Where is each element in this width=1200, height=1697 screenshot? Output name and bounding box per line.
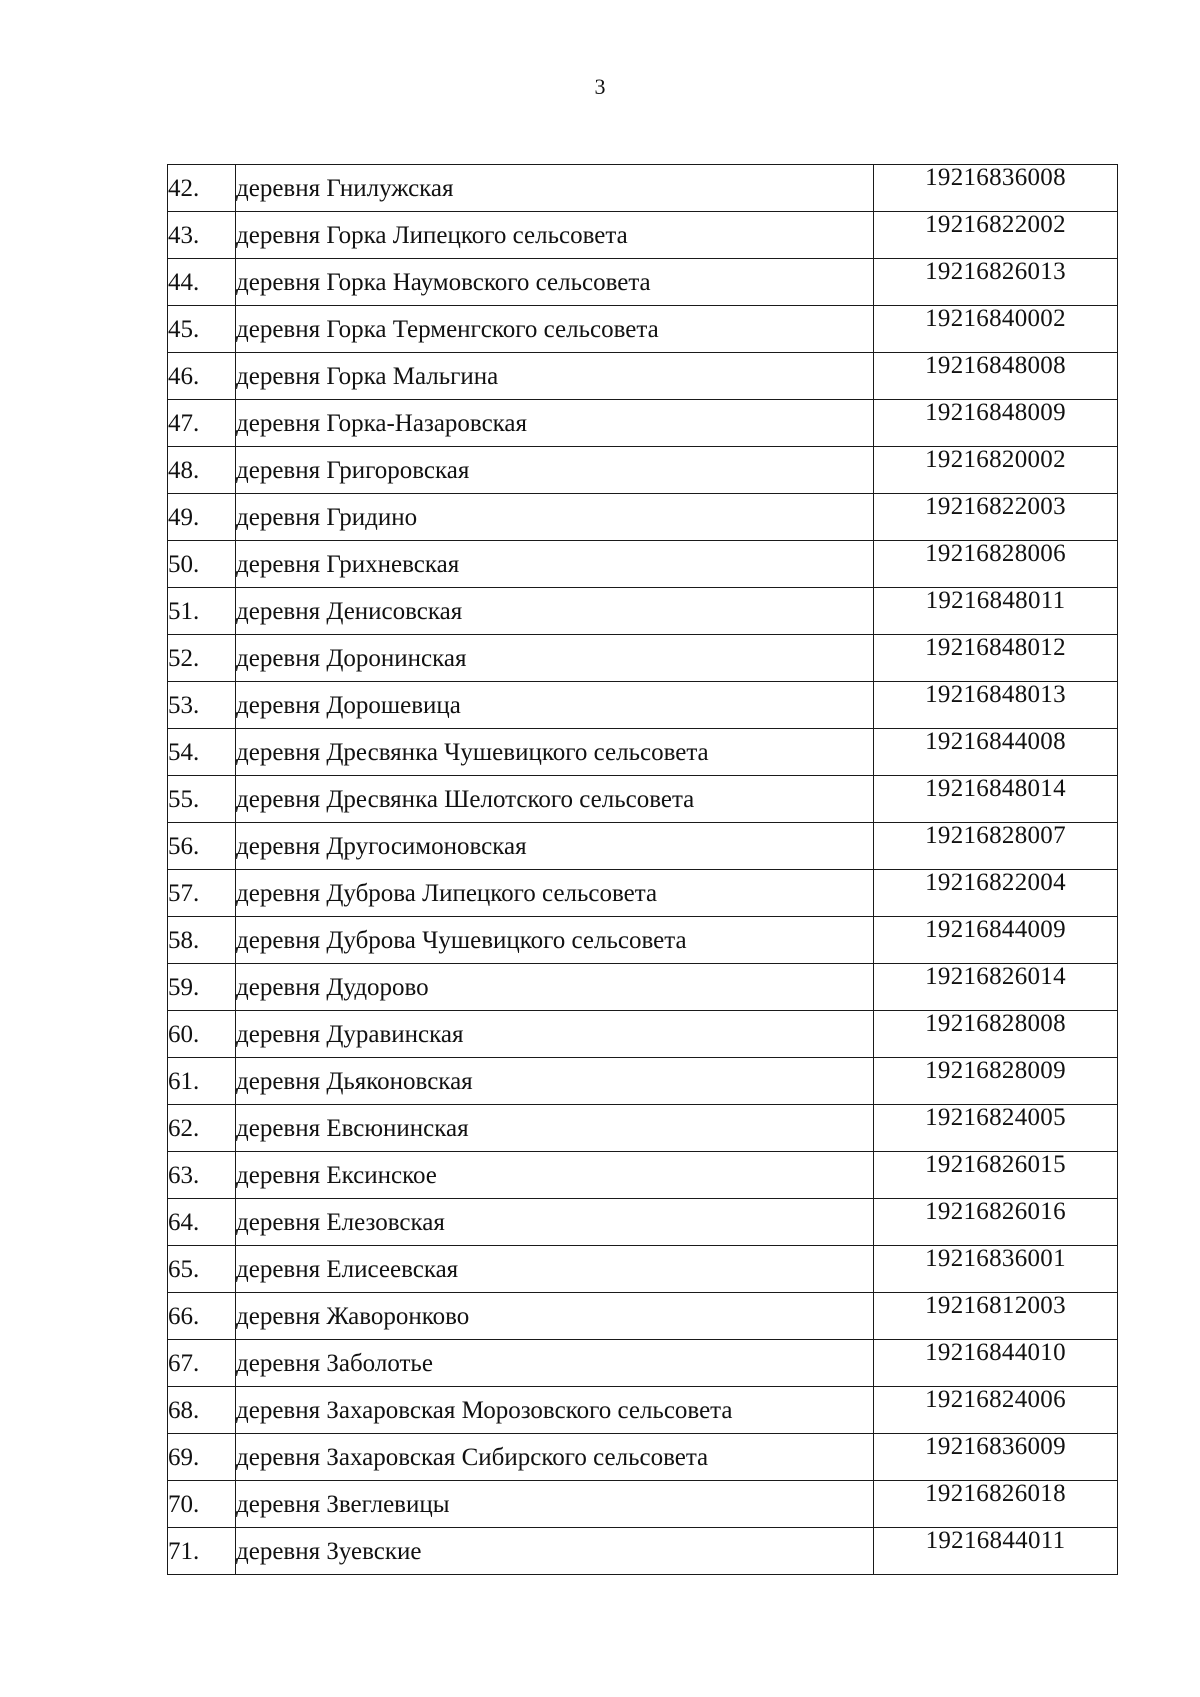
row-number: 55.: [168, 776, 236, 823]
settlement-name: деревня Горка Мальгина: [236, 353, 874, 400]
settlement-name: деревня Звеглевицы: [236, 1481, 874, 1528]
table-row: [168, 1105, 1118, 1152]
row-number: 69.: [168, 1434, 236, 1481]
page-number: 3: [594, 74, 606, 99]
row-number: 67.: [168, 1340, 236, 1387]
table-row: [168, 447, 1118, 494]
oktmo-code: 19216844010: [874, 1340, 1118, 1387]
oktmo-code: 19216826013: [874, 259, 1118, 306]
settlement-name: деревня Заболотье: [236, 1340, 874, 1387]
table-row: [168, 1246, 1118, 1293]
oktmo-code: 19216836009: [874, 1434, 1118, 1481]
row-number: 70.: [168, 1481, 236, 1528]
row-number: 47.: [168, 400, 236, 447]
settlement-name: деревня Горка Наумовского сельсовета: [236, 259, 874, 306]
row-number: 51.: [168, 588, 236, 635]
settlement-name: деревня Дуброва Чушевицкого сельсовета: [236, 917, 874, 964]
oktmo-code: 19216828009: [874, 1058, 1118, 1105]
settlement-name: деревня Григоровская: [236, 447, 874, 494]
settlement-name: деревня Дуравинская: [236, 1011, 874, 1058]
settlement-name: деревня Дьяконовская: [236, 1058, 874, 1105]
settlement-name: деревня Елисеевская: [236, 1246, 874, 1293]
oktmo-code: 19216822004: [874, 870, 1118, 917]
settlement-name: деревня Грихневская: [236, 541, 874, 588]
settlement-name: деревня Доронинская: [236, 635, 874, 682]
row-number: 43.: [168, 212, 236, 259]
table-row: [168, 635, 1118, 682]
oktmo-code: 19216836001: [874, 1246, 1118, 1293]
oktmo-code: 19216844011: [874, 1528, 1118, 1575]
settlement-name: деревня Евсюнинская: [236, 1105, 874, 1152]
settlement-name: деревня Дресвянка Шелотского сельсовета: [236, 776, 874, 823]
row-number: 59.: [168, 964, 236, 1011]
table-row: [168, 494, 1118, 541]
row-number: 42.: [168, 165, 236, 212]
oktmo-code: 19216848009: [874, 400, 1118, 447]
table-row: [168, 870, 1118, 917]
table-row: [168, 306, 1118, 353]
table-row: [168, 212, 1118, 259]
row-number: 46.: [168, 353, 236, 400]
table-row: [168, 588, 1118, 635]
table-row: [168, 541, 1118, 588]
oktmo-code: 19216826015: [874, 1152, 1118, 1199]
settlement-name: деревня Зуевские: [236, 1528, 874, 1575]
table-row: [168, 1481, 1118, 1528]
row-number: 45.: [168, 306, 236, 353]
oktmo-code: 19216820002: [874, 447, 1118, 494]
oktmo-code: 19216812003: [874, 1293, 1118, 1340]
row-number: 44.: [168, 259, 236, 306]
oktmo-code: 19216844009: [874, 917, 1118, 964]
settlement-name: деревня Гнилужская: [236, 165, 874, 212]
settlement-name: деревня Дресвянка Чушевицкого сельсовета: [236, 729, 874, 776]
settlement-name: деревня Денисовская: [236, 588, 874, 635]
row-number: 48.: [168, 447, 236, 494]
row-number: 68.: [168, 1387, 236, 1434]
table-row: [168, 964, 1118, 1011]
row-number: 63.: [168, 1152, 236, 1199]
oktmo-code: 19216848014: [874, 776, 1118, 823]
row-number: 66.: [168, 1293, 236, 1340]
table-row: [168, 1340, 1118, 1387]
table-row: [168, 1293, 1118, 1340]
settlement-name: деревня Гридино: [236, 494, 874, 541]
settlement-name: деревня Дуброва Липецкого сельсовета: [236, 870, 874, 917]
row-number: 56.: [168, 823, 236, 870]
table-row: [168, 1199, 1118, 1246]
table-row: [168, 1387, 1118, 1434]
oktmo-code: 19216822003: [874, 494, 1118, 541]
settlement-name: деревня Горка Терменгского сельсовета: [236, 306, 874, 353]
table-row: [168, 1152, 1118, 1199]
row-number: 57.: [168, 870, 236, 917]
table-row: [168, 1058, 1118, 1105]
settlement-name: деревня Горка Липецкого сельсовета: [236, 212, 874, 259]
settlements-table: [167, 164, 1118, 1575]
oktmo-code: 19216844008: [874, 729, 1118, 776]
oktmo-code: 19216824006: [874, 1387, 1118, 1434]
oktmo-code: 19216848013: [874, 682, 1118, 729]
settlements-table-body: [168, 165, 1118, 1575]
table-row: [168, 682, 1118, 729]
row-number: 60.: [168, 1011, 236, 1058]
settlement-name: деревня Другосимоновская: [236, 823, 874, 870]
table-row: [168, 1011, 1118, 1058]
row-number: 62.: [168, 1105, 236, 1152]
table-row: [168, 729, 1118, 776]
table-row: [168, 353, 1118, 400]
oktmo-code: 19216826014: [874, 964, 1118, 1011]
row-number: 52.: [168, 635, 236, 682]
row-number: 53.: [168, 682, 236, 729]
table-row: [168, 1434, 1118, 1481]
oktmo-code: 19216848008: [874, 353, 1118, 400]
table-row: [168, 259, 1118, 306]
oktmo-code: 19216828006: [874, 541, 1118, 588]
oktmo-code: 19216848011: [874, 588, 1118, 635]
oktmo-code: 19216836008: [874, 165, 1118, 212]
oktmo-code: 19216824005: [874, 1105, 1118, 1152]
row-number: 61.: [168, 1058, 236, 1105]
row-number: 64.: [168, 1199, 236, 1246]
table-row: [168, 776, 1118, 823]
row-number: 54.: [168, 729, 236, 776]
table-row: [168, 823, 1118, 870]
row-number: 71.: [168, 1528, 236, 1575]
settlement-name: деревня Захаровская Морозовского сельсовета: [236, 1387, 874, 1434]
settlement-name: деревня Дудорово: [236, 964, 874, 1011]
row-number: 50.: [168, 541, 236, 588]
settlement-name: деревня Захаровская Сибирского сельсовета: [236, 1434, 874, 1481]
table-row: [168, 165, 1118, 212]
settlement-name: деревня Горка-Назаровская: [236, 400, 874, 447]
oktmo-code: 19216828008: [874, 1011, 1118, 1058]
table-row: [168, 1528, 1118, 1575]
row-number: 49.: [168, 494, 236, 541]
oktmo-code: 19216822002: [874, 212, 1118, 259]
oktmo-code: 19216826016: [874, 1199, 1118, 1246]
settlement-name: деревня Дорошевица: [236, 682, 874, 729]
settlement-name: деревня Елезовская: [236, 1199, 874, 1246]
settlement-name: деревня Жаворонково: [236, 1293, 874, 1340]
row-number: 65.: [168, 1246, 236, 1293]
table-row: [168, 400, 1118, 447]
oktmo-code: 19216826018: [874, 1481, 1118, 1528]
settlement-name: деревня Ексинское: [236, 1152, 874, 1199]
oktmo-code: 19216848012: [874, 635, 1118, 682]
oktmo-code: 19216828007: [874, 823, 1118, 870]
table-row: [168, 917, 1118, 964]
row-number: 58.: [168, 917, 236, 964]
oktmo-code: 19216840002: [874, 306, 1118, 353]
